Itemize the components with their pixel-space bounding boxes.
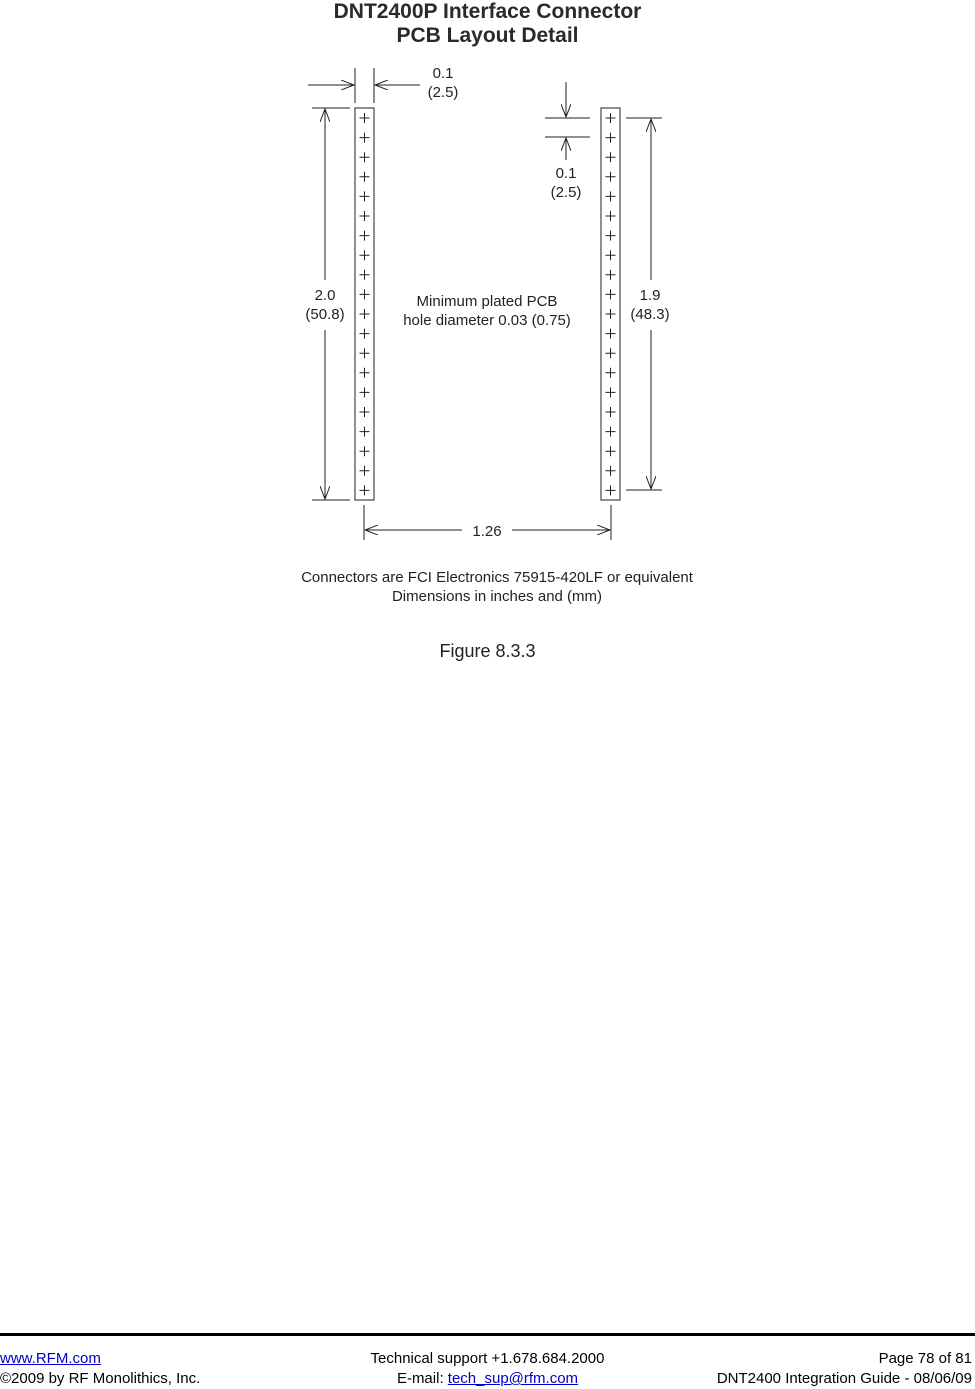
email-link[interactable]: tech_sup@rfm.com: [447, 1370, 579, 1387]
hole-note-line2: hole diameter 0.03 (0.75): [403, 312, 571, 329]
left-pin-15: [360, 387, 370, 397]
right-pin-12: [606, 329, 616, 339]
left-pin-16: [360, 407, 370, 417]
right-pin-20: [606, 485, 616, 495]
right-pin-17: [606, 427, 616, 437]
right-pin-7: [606, 231, 616, 241]
figure-caption: Figure 8.3.3: [439, 641, 536, 661]
offset-label-mm: (2.5): [550, 184, 582, 201]
right-pin-16: [606, 407, 616, 417]
left-pin-1: [360, 113, 370, 123]
pcb-layout-diagram: [0, 0, 975, 620]
left-pin-6: [360, 211, 370, 221]
left-height-dimension: [312, 108, 350, 500]
right-pin-10: [606, 289, 616, 299]
right-pin-19: [606, 466, 616, 476]
page-title-line2: PCB Layout Detail: [396, 24, 579, 47]
right-pin-2: [606, 133, 616, 143]
offset-label: 0.1: [555, 165, 577, 182]
right-pin-1: [606, 113, 616, 123]
right-pin-6: [606, 211, 616, 221]
support-phone: Technical support +1.678.684.2000: [370, 1350, 605, 1367]
left-pin-10: [360, 289, 370, 299]
right-pin-9: [606, 270, 616, 280]
pitch-dimension: [308, 68, 420, 103]
right-pin-3: [606, 152, 616, 162]
right-pin-4: [606, 172, 616, 182]
left-pin-18: [360, 446, 370, 456]
spacing-label: 1.26: [472, 523, 502, 540]
left-pin-12: [360, 329, 370, 339]
right-pin-14: [606, 368, 616, 378]
left-pin-8: [360, 250, 370, 260]
email-prefix: E-mail:: [396, 1370, 448, 1387]
left-pin-19: [360, 466, 370, 476]
website-link[interactable]: www.RFM.com: [0, 1350, 101, 1367]
pitch-label: 0.1: [432, 65, 454, 82]
units-note: Dimensions in inches and (mm): [391, 588, 603, 605]
page-title-line1: DNT2400P Interface Connector: [333, 0, 642, 23]
right-height-dimension: [626, 118, 662, 490]
left-pin-2: [360, 133, 370, 143]
left-pin-4: [360, 172, 370, 182]
left-height-label-mm: (50.8): [305, 306, 345, 323]
left-pin-7: [360, 231, 370, 241]
left-pin-17: [360, 427, 370, 437]
offset-dimension: [545, 82, 590, 160]
right-connector-pins: [606, 113, 616, 495]
guide-version: DNT2400 Integration Guide - 08/06/09: [716, 1370, 972, 1387]
left-height-label: 2.0: [314, 287, 336, 304]
right-pin-8: [606, 250, 616, 260]
left-pin-14: [360, 368, 370, 378]
left-pin-9: [360, 270, 370, 280]
left-pin-3: [360, 152, 370, 162]
page-number: Page 78 of 81: [878, 1350, 972, 1367]
left-connector-outline: [355, 108, 374, 500]
left-pin-11: [360, 309, 370, 319]
right-pin-5: [606, 191, 616, 201]
left-connector-pins: [360, 113, 370, 495]
left-pin-20: [360, 485, 370, 495]
right-pin-18: [606, 446, 616, 456]
connector-note: Connectors are FCI Electronics 75915-420LF or equivalent: [301, 569, 693, 586]
left-pin-13: [360, 348, 370, 358]
right-connector-outline: [601, 108, 620, 500]
right-height-label: 1.9: [639, 287, 661, 304]
right-pin-15: [606, 387, 616, 397]
hole-note-line1: Minimum plated PCB: [416, 293, 558, 310]
left-pin-5: [360, 191, 370, 201]
right-pin-13: [606, 348, 616, 358]
right-pin-11: [606, 309, 616, 319]
copyright-text: ©2009 by RF Monolithics, Inc.: [0, 1370, 201, 1387]
pitch-label-mm: (2.5): [427, 84, 459, 101]
footer-divider: [0, 1333, 975, 1336]
right-height-label-mm: (48.3): [630, 306, 670, 323]
